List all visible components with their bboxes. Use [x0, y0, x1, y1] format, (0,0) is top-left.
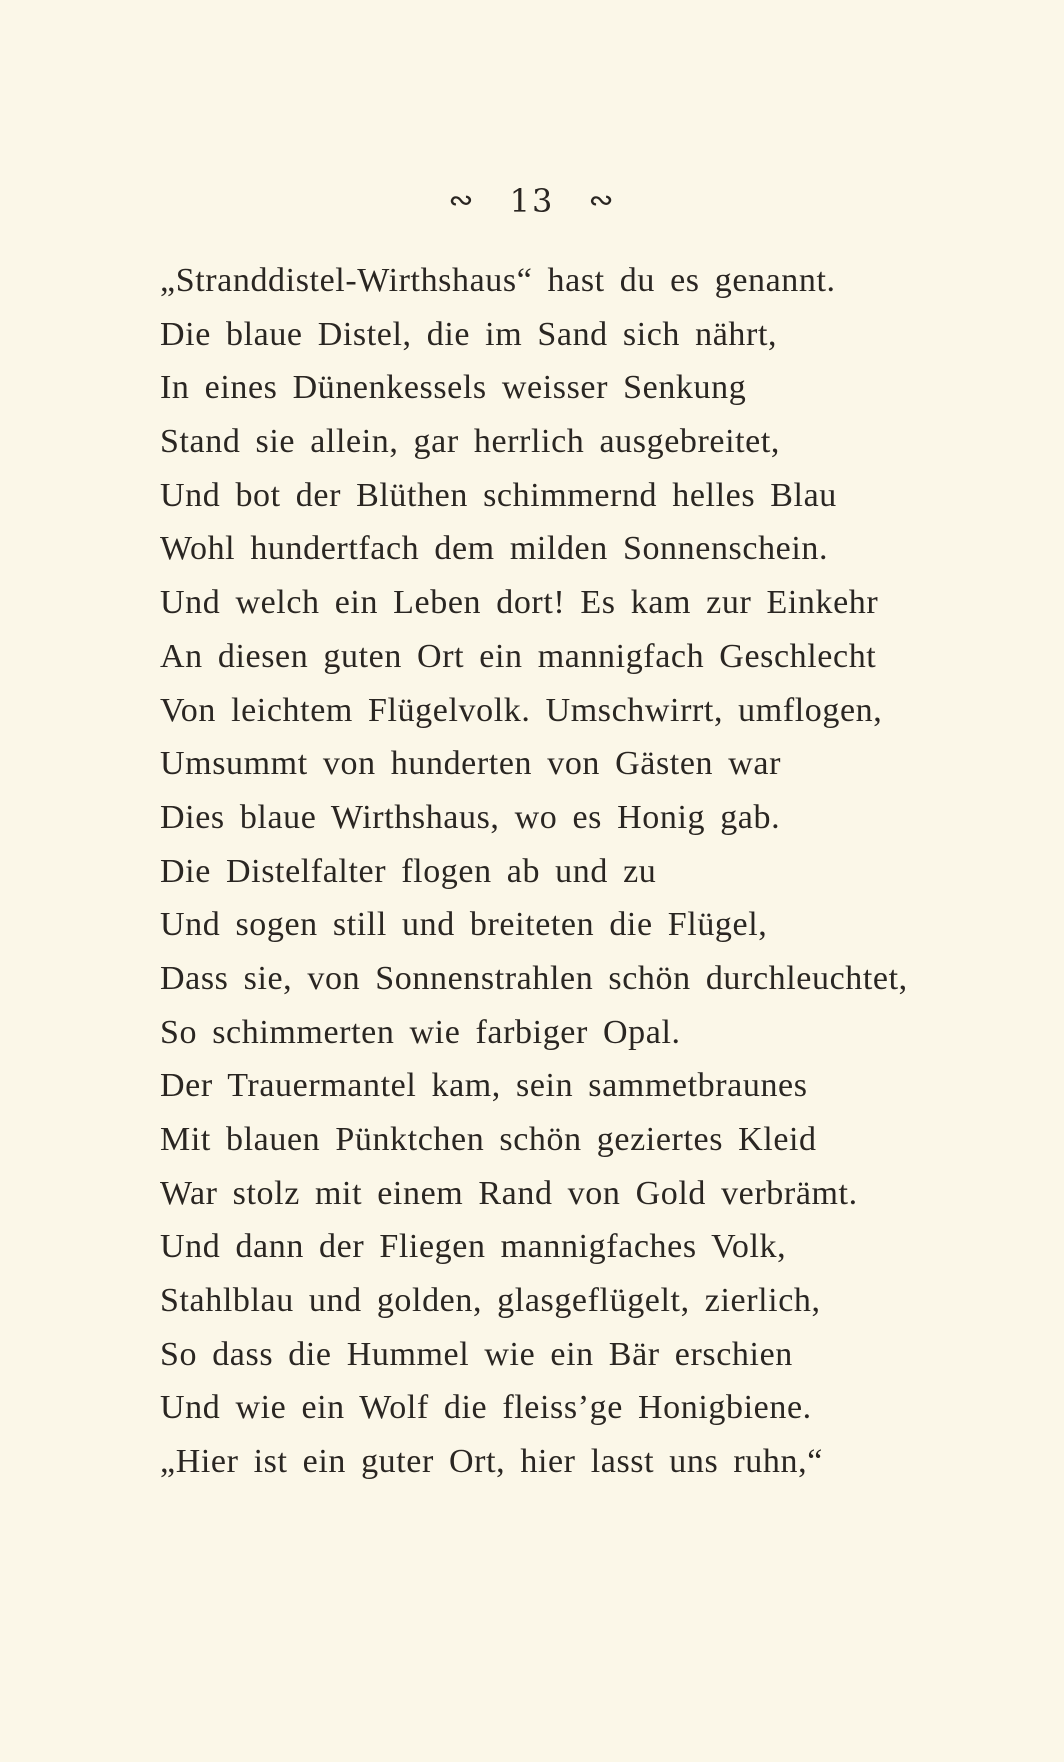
poem-line: Und dann der Fliegen mannigfaches Volk,: [160, 1228, 787, 1266]
poem-line: „Hier ist ein guter Ort, hier lasst uns ruhn,“: [160, 1443, 823, 1481]
poem-line: Stand sie allein, gar herrlich ausgebreitet,: [160, 423, 781, 461]
poem-line: Wohl hundertfach dem milden Sonnenschein.: [160, 530, 829, 568]
poem-line: Die blaue Distel, die im Sand sich nährt,: [160, 315, 778, 353]
poem-line: Von leichtem Flügelvolk. Umschwirrt, umflogen,: [160, 691, 883, 729]
poem-line: Mit blauen Pünktchen schön geziertes Kleid: [160, 1121, 817, 1158]
poem-line: Und bot der Blüthen schimmernd helles Blau: [160, 476, 837, 514]
poem-line: Und wie ein Wolf die fleiss’ge Honigbiene.: [160, 1389, 812, 1427]
poem-line: Umsummt von hunderten von Gästen war: [160, 745, 782, 783]
poem-line: Die Distelfalter flogen ab und zu: [160, 852, 657, 890]
poem-line: Dass sie, von Sonnenstrahlen schön durchleuchtet,: [160, 959, 908, 997]
left-ornament-icon: ∾: [448, 182, 476, 218]
page-header: [0, 178, 1064, 221]
poem-line: Der Trauermantel kam, sein sammetbraunes: [160, 1067, 808, 1105]
poem-line: In eines Dünenkessels weisser Senkung: [160, 369, 747, 407]
poem-line: So schimmerten wie farbiger Opal.: [160, 1013, 681, 1051]
page-number: 13: [509, 181, 555, 220]
poem-line: Und sogen still und breiteten die Flügel,: [160, 906, 768, 944]
poem-line: War stolz mit einem Rand von Gold verbrämt.: [160, 1174, 858, 1212]
poem-text: [160, 254, 920, 1489]
right-ornament-icon: ∾: [588, 182, 616, 218]
poem-line: „Stranddistel-Wirthshaus“ hast du es genannt.: [160, 262, 836, 299]
poem-line: So dass die Hummel wie ein Bär erschien: [160, 1335, 793, 1373]
poem-line: Dies blaue Wirthshaus, wo es Honig gab.: [160, 798, 781, 836]
poem-line: Stahlblau und golden, glasgeflügelt, zierlich,: [160, 1282, 821, 1320]
poem-line: Und welch ein Leben dort! Es kam zur Einkehr: [160, 584, 879, 622]
poem-line: An diesen guten Ort ein mannigfach Geschlecht: [160, 637, 877, 675]
